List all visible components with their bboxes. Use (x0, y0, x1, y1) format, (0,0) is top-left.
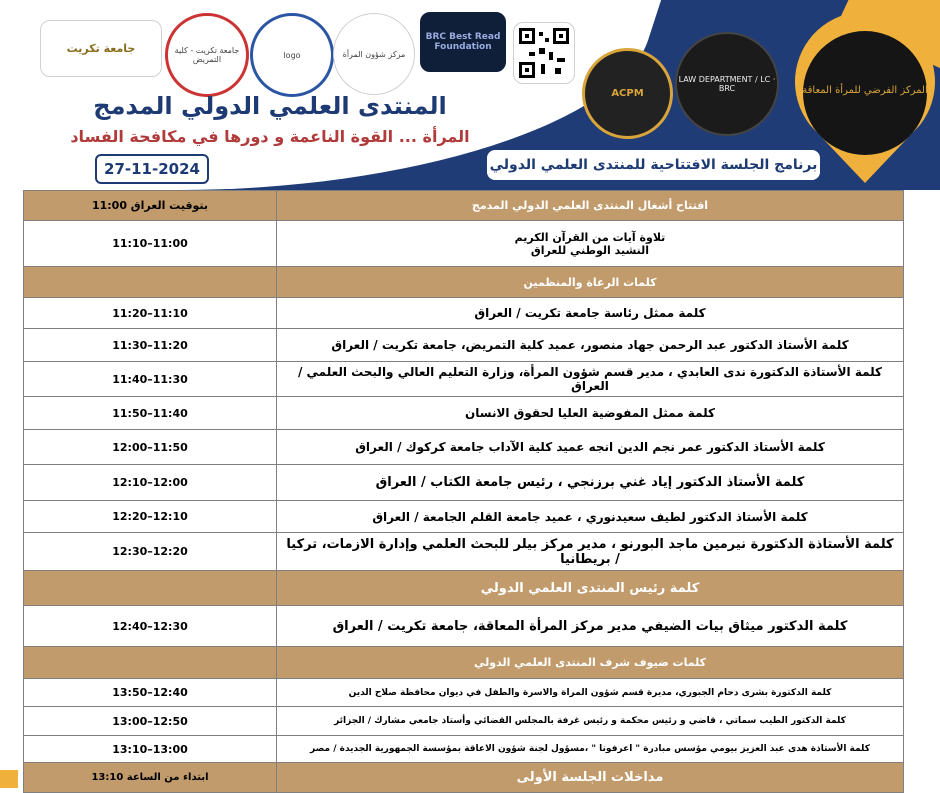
row-time: 12:30–12:40 (24, 606, 277, 647)
row-time: 12:40–13:50 (24, 679, 277, 707)
row-time: 13:00–13:10 (24, 736, 277, 763)
event-date: 27-11-2024 (95, 154, 209, 184)
schedule-row (24, 221, 904, 267)
row-text: كلمة الأستاذة هدى عبد العزيز بيومي مؤسس مبادرة " اعرفونا " ،مسؤول لجنة شؤون الاعاقة بمؤسسة الجمهورية الجديدة / مصر (277, 736, 904, 763)
row-text: كلمة رئيس المنتدى العلمي الدولي (277, 571, 904, 606)
schedule-row (24, 763, 904, 793)
brc-foundation-logo: BRC Best Read Foundation (420, 12, 506, 72)
schedule-row (24, 606, 904, 647)
row-time: 12:00–12:10 (24, 465, 277, 501)
row-line: تلاوة آيات من القرآن الكريم (514, 230, 666, 244)
schedule-row (24, 501, 904, 533)
row-time: 12:50–13:00 (24, 707, 277, 736)
forum-title: المنتدى العلمي الدولي المدمج (93, 92, 447, 120)
row-time: 11:20–11:30 (24, 329, 277, 362)
row-time (24, 267, 277, 298)
row-time: 12:10–12:20 (24, 501, 277, 533)
schedule-row (24, 298, 904, 329)
row-time: 11:00–11:10 (24, 221, 277, 267)
schedule-row (24, 191, 904, 221)
schedule-row (24, 679, 904, 707)
law-department-logo: LAW DEPARTMENT / LC · BRC (675, 32, 779, 136)
nursing-college-logo: جامعة تكريت - كلية التمريض (165, 13, 249, 97)
row-text: كلمة الدكتور الطيب سماتي ، قاضي و رئيس محكمة و رئيس غرفة بالمجلس القضائي وأستاذ جامعي مشارك / الجزائر (277, 707, 904, 736)
row-text: كلمة الأستاذ الدكتور عبد الرحمن جهاد منصور، عميد كلية التمريض، جامعة تكريت / العراق (277, 329, 904, 362)
women-affairs-logo: مركز شؤون المرأة (333, 13, 415, 95)
bottom-left-gold-strip (0, 770, 18, 788)
schedule-row (24, 465, 904, 501)
row-time: 12:20–12:30 (24, 533, 277, 571)
row-text (277, 221, 904, 267)
forum-subtitle: المرأة ... القوة الناعمة و دورها في مكافحة الفساد (70, 127, 470, 146)
row-time: 11:10–11:20 (24, 298, 277, 329)
row-text: كلمة ممثل رئاسة جامعة تكريت / العراق (277, 298, 904, 329)
tikrit-university-logo: جامعة تكريت (40, 20, 162, 77)
row-time: 11:50–12:00 (24, 430, 277, 465)
schedule-row (24, 533, 904, 571)
row-text: كلمة الأستاذ الدكتور إياد غني برزنجي ، رئيس جامعة الكتاب / العراق (277, 465, 904, 501)
program-title: برنامج الجلسة الافتتاحية للمنتدى العلمي الدولي (487, 150, 820, 180)
row-time: 11:40–11:50 (24, 397, 277, 430)
row-text: كلمة الأستاذ الدكتور عمر نجم الدين انجه عميد كلية الآداب جامعة كركوك / العراق (277, 430, 904, 465)
schedule-row (24, 362, 904, 397)
qr-code-icon (519, 28, 569, 78)
schedule-row (24, 707, 904, 736)
row-text: كلمات ضيوف شرف المنتدى العلمي الدولي (277, 647, 904, 679)
row-text: كلمة الأستاذة الدكتورة ندى العابدي ، مدير قسم شؤون المرأة، وزارة التعليم العالي والبحث العلمي / العراق (277, 362, 904, 397)
row-text: كلمات الرعاة والمنظمين (277, 267, 904, 298)
schedule-table (23, 190, 904, 793)
row-time (24, 571, 277, 606)
row-time (24, 647, 277, 679)
schedule-row (24, 397, 904, 430)
schedule-row (24, 571, 904, 606)
row-text: كلمة الدكتور ميثاق بيات الضيفي مدير مركز المرأة المعاقة، جامعة تكريت / العراق (277, 606, 904, 647)
schedule-row (24, 267, 904, 298)
row-text: كلمة ممثل المفوضية العليا لحقوق الانسان (277, 397, 904, 430)
pin-logo-text: المركز الفرضي للمرأة المعاقة (802, 85, 928, 96)
schedule-row (24, 736, 904, 763)
row-time: 11:30–11:40 (24, 362, 277, 397)
acpm-logo: ACPM (582, 48, 673, 139)
row-text: كلمة الأستاذ الدكتور لطيف سعيدنوري ، عميد جامعة القلم الجامعة / العراق (277, 501, 904, 533)
schedule-row (24, 329, 904, 362)
row-text: كلمة الأستاذة الدكتورة نيرمين ماجد البورنو ، مدير مركز بيلر للبحث العلمي وإدارة الازمات، تركيا / بريطانيا (277, 533, 904, 571)
schedule-row (24, 430, 904, 465)
row-time: بتوقيت العراق 11:00 (24, 191, 277, 221)
un-style-logo: logo (250, 13, 334, 97)
row-text: مداخلات الجلسة الأولى (277, 763, 904, 793)
row-time: ابتداء من الساعة 13:10 (24, 763, 277, 793)
row-line: النشيد الوطني للعراق (530, 243, 650, 257)
row-text: كلمة الدكتورة بشرى دحام الجبوري، مديرة قسم شؤون المراة والاسرة والطفل في ديوان محافظة صلاح الدين (277, 679, 904, 707)
qr-code (513, 22, 575, 84)
schedule-row (24, 647, 904, 679)
row-text: افتتاح أشغال المنتدى العلمي الدولي المدمج (277, 191, 904, 221)
